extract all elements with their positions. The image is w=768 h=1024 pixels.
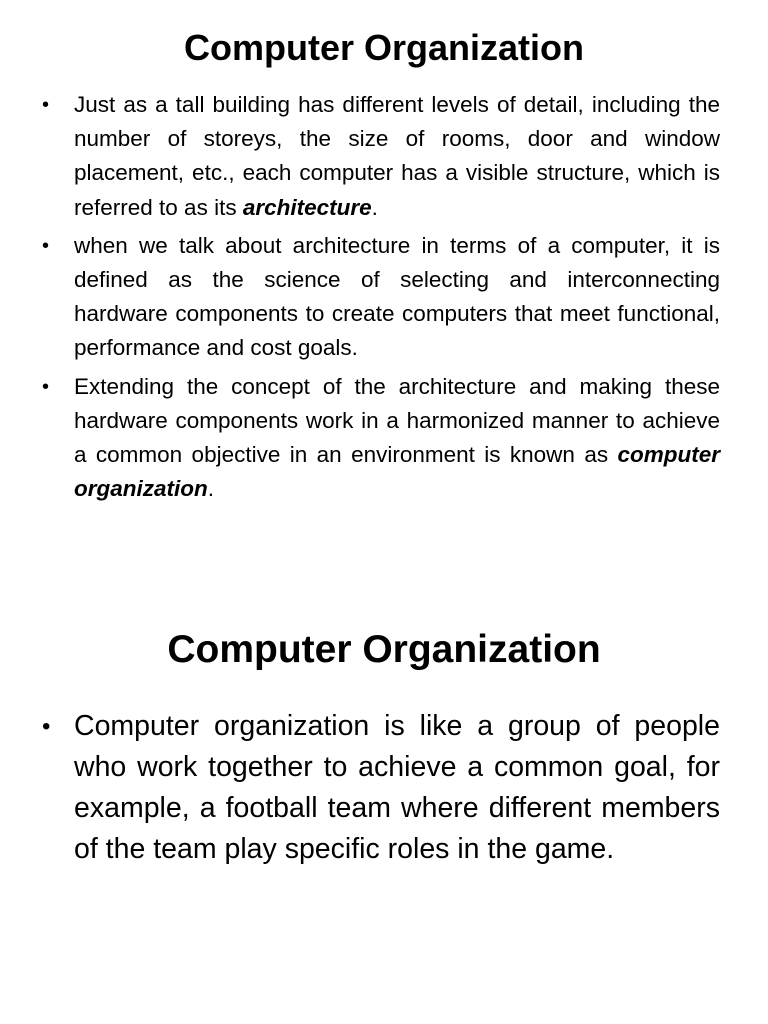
bullet-text: Just as a tall building has different levels of detail, including the number of storeys, the size of rooms, door and window placement, etc., each computer has a visible structure, which is referred to as its [74,92,720,220]
bullet-item [0,370,768,507]
bullet-list [0,88,768,506]
emphasized-term: computer organization [74,442,720,502]
bullet-item [0,88,768,225]
bullet-icon: • [42,234,50,257]
bullet-text: when we talk about architecture in terms of a computer, it is defined as the science of selecting and interconnecting hardware components to create computers that meet functional, performance and cost goals. [74,232,720,361]
slide-2 [0,600,768,980]
bullet-icon: • [42,94,50,116]
bullet-icon: • [42,713,51,740]
emphasized-term: architecture [242,194,372,220]
bullet-text: Extending the concept of the architecture and making these hardware components work in a harmonized manner to achieve a common objective in an environment is known as [74,373,720,468]
bullet-suffix: . [371,194,378,220]
bullet-suffix: . [207,476,215,502]
bullet-item [0,229,768,366]
bullet-icon: • [42,375,50,398]
bullet-list [0,706,768,870]
bullet-item [0,706,768,870]
slide-title: Computer Organization [167,628,601,671]
slide-title: Computer Organization [183,27,584,68]
bullet-text: Computer organization is like a group of people who work together to achieve a common goal, for example, a football team where different members of the team play specific roles in the game. [74,710,720,865]
